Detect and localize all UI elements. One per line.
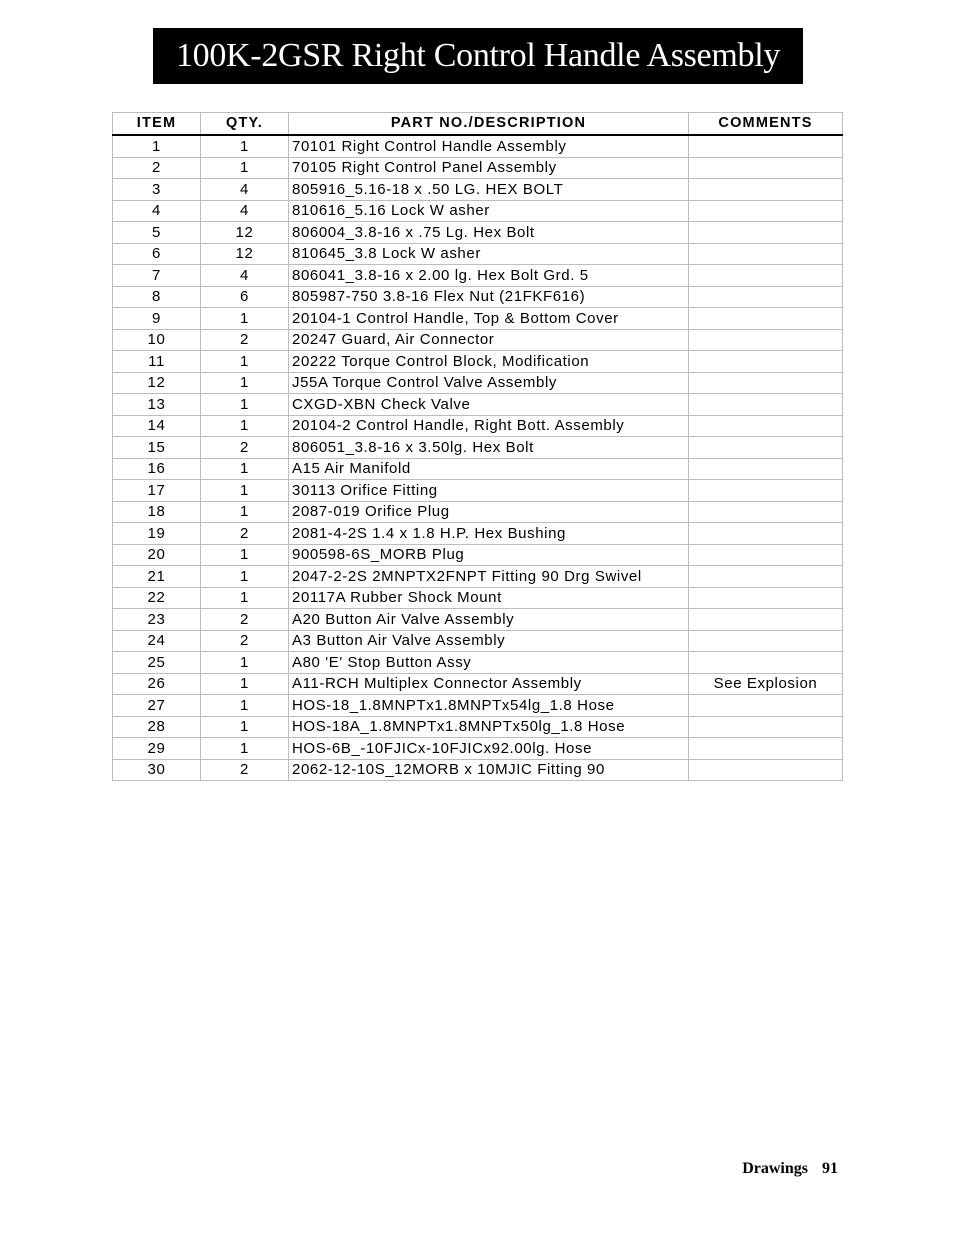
- quantity-cell: 1: [201, 501, 289, 523]
- part-description-cell: A20 Button Air Valve Assembly: [289, 609, 689, 631]
- item-number-cell: 8: [113, 286, 201, 308]
- comments-cell: [689, 179, 843, 201]
- table-row: [113, 480, 843, 502]
- quantity-cell: 1: [201, 695, 289, 717]
- item-number-cell: 17: [113, 480, 201, 502]
- table-row: [113, 630, 843, 652]
- quantity-cell: 1: [201, 566, 289, 588]
- table-row: [113, 695, 843, 717]
- part-description-cell: HOS-18_1.8MNPTx1.8MNPTx54lg_1.8 Hose: [289, 695, 689, 717]
- table-header-row: [113, 113, 843, 136]
- header-description: PART NO./DESCRIPTION: [289, 113, 689, 136]
- table-row: [113, 222, 843, 244]
- header-item: ITEM: [113, 113, 201, 136]
- table-row: [113, 329, 843, 351]
- comments-cell: [689, 286, 843, 308]
- table-row: [113, 738, 843, 760]
- quantity-cell: 1: [201, 480, 289, 502]
- table-row: [113, 286, 843, 308]
- part-description-cell: 2081-4-2S 1.4 x 1.8 H.P. Hex Bushing: [289, 523, 689, 545]
- table-row: [113, 200, 843, 222]
- part-description-cell: 805916_5.16-18 x .50 LG. HEX BOLT: [289, 179, 689, 201]
- table-row: [113, 243, 843, 265]
- table-row: [113, 609, 843, 631]
- page-footer: [742, 1160, 838, 1178]
- item-number-cell: 13: [113, 394, 201, 416]
- quantity-cell: 1: [201, 135, 289, 157]
- item-number-cell: 3: [113, 179, 201, 201]
- item-number-cell: 20: [113, 544, 201, 566]
- item-number-cell: 15: [113, 437, 201, 459]
- item-number-cell: 29: [113, 738, 201, 760]
- table-row: [113, 308, 843, 330]
- table-row: [113, 566, 843, 588]
- part-description-cell: 30113 Orifice Fitting: [289, 480, 689, 502]
- quantity-cell: 2: [201, 329, 289, 351]
- part-description-cell: 20104-2 Control Handle, Right Bott. Assembly: [289, 415, 689, 437]
- table-row: [113, 351, 843, 373]
- part-description-cell: 806051_3.8-16 x 3.50lg. Hex Bolt: [289, 437, 689, 459]
- comments-cell: [689, 566, 843, 588]
- part-description-cell: 20104-1 Control Handle, Top & Bottom Cover: [289, 308, 689, 330]
- table-row: [113, 415, 843, 437]
- quantity-cell: 1: [201, 351, 289, 373]
- quantity-cell: 1: [201, 372, 289, 394]
- item-number-cell: 4: [113, 200, 201, 222]
- comments-cell: [689, 415, 843, 437]
- part-description-cell: 810616_5.16 Lock W asher: [289, 200, 689, 222]
- table-row: [113, 265, 843, 287]
- quantity-cell: 6: [201, 286, 289, 308]
- part-description-cell: HOS-6B_-10FJICx-10FJICx92.00lg. Hose: [289, 738, 689, 760]
- table-row: [113, 652, 843, 674]
- table-row: [113, 759, 843, 781]
- table-row: [113, 673, 843, 695]
- table-row: [113, 179, 843, 201]
- quantity-cell: 2: [201, 437, 289, 459]
- comments-cell: [689, 458, 843, 480]
- item-number-cell: 2: [113, 157, 201, 179]
- table-row: [113, 544, 843, 566]
- item-number-cell: 23: [113, 609, 201, 631]
- comments-cell: [689, 394, 843, 416]
- comments-cell: [689, 523, 843, 545]
- part-description-cell: 70101 Right Control Handle Assembly: [289, 135, 689, 157]
- comments-cell: [689, 157, 843, 179]
- table-row: [113, 372, 843, 394]
- part-description-cell: 20247 Guard, Air Connector: [289, 329, 689, 351]
- item-number-cell: 5: [113, 222, 201, 244]
- header-qty: QTY.: [201, 113, 289, 136]
- part-description-cell: HOS-18A_1.8MNPTx1.8MNPTx50lg_1.8 Hose: [289, 716, 689, 738]
- comments-cell: [689, 265, 843, 287]
- quantity-cell: 2: [201, 759, 289, 781]
- comments-cell: [689, 587, 843, 609]
- table-row: [113, 716, 843, 738]
- part-description-cell: 810645_3.8 Lock W asher: [289, 243, 689, 265]
- comments-cell: [689, 308, 843, 330]
- item-number-cell: 1: [113, 135, 201, 157]
- comments-cell: [689, 351, 843, 373]
- comments-cell: [689, 372, 843, 394]
- page-number: 91: [822, 1160, 838, 1177]
- part-description-cell: 20117A Rubber Shock Mount: [289, 587, 689, 609]
- table-row: [113, 458, 843, 480]
- item-number-cell: 12: [113, 372, 201, 394]
- item-number-cell: 6: [113, 243, 201, 265]
- quantity-cell: 4: [201, 179, 289, 201]
- part-description-cell: 900598-6S_MORB Plug: [289, 544, 689, 566]
- comments-cell: [689, 544, 843, 566]
- quantity-cell: 1: [201, 308, 289, 330]
- quantity-cell: 4: [201, 265, 289, 287]
- comments-cell: [689, 501, 843, 523]
- comments-cell: [689, 329, 843, 351]
- comments-cell: [689, 437, 843, 459]
- part-description-cell: 806041_3.8-16 x 2.00 lg. Hex Bolt Grd. 5: [289, 265, 689, 287]
- item-number-cell: 14: [113, 415, 201, 437]
- part-description-cell: CXGD-XBN Check Valve: [289, 394, 689, 416]
- part-description-cell: J55A Torque Control Valve Assembly: [289, 372, 689, 394]
- part-description-cell: A15 Air Manifold: [289, 458, 689, 480]
- item-number-cell: 21: [113, 566, 201, 588]
- comments-cell: [689, 609, 843, 631]
- quantity-cell: 2: [201, 523, 289, 545]
- comments-cell: [689, 135, 843, 157]
- item-number-cell: 28: [113, 716, 201, 738]
- item-number-cell: 10: [113, 329, 201, 351]
- item-number-cell: 9: [113, 308, 201, 330]
- part-description-cell: 805987-750 3.8-16 Flex Nut (21FKF616): [289, 286, 689, 308]
- comments-cell: [689, 222, 843, 244]
- quantity-cell: 1: [201, 157, 289, 179]
- quantity-cell: 1: [201, 652, 289, 674]
- quantity-cell: 1: [201, 394, 289, 416]
- table-row: [113, 437, 843, 459]
- part-description-cell: A80 'E' Stop Button Assy: [289, 652, 689, 674]
- quantity-cell: 2: [201, 609, 289, 631]
- item-number-cell: 22: [113, 587, 201, 609]
- footer-section: Drawings: [742, 1160, 808, 1177]
- quantity-cell: 1: [201, 716, 289, 738]
- quantity-cell: 1: [201, 738, 289, 760]
- table-row: [113, 394, 843, 416]
- comments-cell: [689, 652, 843, 674]
- part-description-cell: 2047-2-2S 2MNPTX2FNPT Fitting 90 Drg Swivel: [289, 566, 689, 588]
- quantity-cell: 1: [201, 587, 289, 609]
- comments-cell: [689, 480, 843, 502]
- comments-cell: [689, 695, 843, 717]
- comments-cell: [689, 759, 843, 781]
- table-row: [113, 501, 843, 523]
- table-row: [113, 523, 843, 545]
- quantity-cell: 4: [201, 200, 289, 222]
- quantity-cell: 2: [201, 630, 289, 652]
- comments-cell: [689, 716, 843, 738]
- item-number-cell: 26: [113, 673, 201, 695]
- parts-table: [112, 112, 843, 781]
- part-description-cell: A3 Button Air Valve Assembly: [289, 630, 689, 652]
- item-number-cell: 16: [113, 458, 201, 480]
- comments-cell: [689, 243, 843, 265]
- parts-table-body: [113, 135, 843, 781]
- comments-cell: [689, 738, 843, 760]
- part-description-cell: 2062-12-10S_12MORB x 10MJIC Fitting 90: [289, 759, 689, 781]
- item-number-cell: 7: [113, 265, 201, 287]
- item-number-cell: 27: [113, 695, 201, 717]
- quantity-cell: 1: [201, 458, 289, 480]
- part-description-cell: 806004_3.8-16 x .75 Lg. Hex Bolt: [289, 222, 689, 244]
- part-description-cell: 2087-019 Orifice Plug: [289, 501, 689, 523]
- part-description-cell: 20222 Torque Control Block, Modification: [289, 351, 689, 373]
- quantity-cell: 1: [201, 415, 289, 437]
- page-title: 100K-2GSR Right Control Handle Assembly: [153, 28, 803, 84]
- item-number-cell: 19: [113, 523, 201, 545]
- quantity-cell: 12: [201, 222, 289, 244]
- part-description-cell: 70105 Right Control Panel Assembly: [289, 157, 689, 179]
- item-number-cell: 11: [113, 351, 201, 373]
- comments-cell: See Explosion: [689, 673, 843, 695]
- table-row: [113, 135, 843, 157]
- item-number-cell: 25: [113, 652, 201, 674]
- quantity-cell: 1: [201, 544, 289, 566]
- item-number-cell: 30: [113, 759, 201, 781]
- part-description-cell: A11-RCH Multiplex Connector Assembly: [289, 673, 689, 695]
- comments-cell: [689, 630, 843, 652]
- item-number-cell: 18: [113, 501, 201, 523]
- quantity-cell: 1: [201, 673, 289, 695]
- header-comments: COMMENTS: [689, 113, 843, 136]
- comments-cell: [689, 200, 843, 222]
- table-row: [113, 587, 843, 609]
- table-row: [113, 157, 843, 179]
- quantity-cell: 12: [201, 243, 289, 265]
- item-number-cell: 24: [113, 630, 201, 652]
